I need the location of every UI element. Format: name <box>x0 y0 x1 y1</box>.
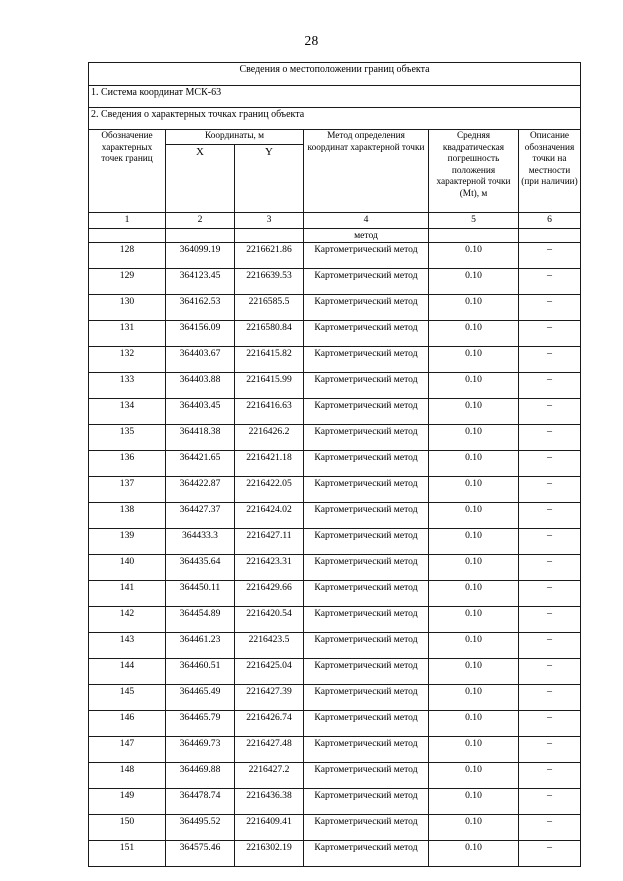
y-coordinate-cell: 2216422.05 <box>235 476 304 502</box>
table-row <box>89 762 581 788</box>
error-cell: 0.10 <box>429 554 519 580</box>
y-coordinate-cell: 2216436.38 <box>235 788 304 814</box>
y-coordinate-cell: 2216621.86 <box>235 242 304 268</box>
boundary-points-table <box>88 62 581 867</box>
header-row-top <box>89 130 581 145</box>
table-row <box>89 242 581 268</box>
y-coordinate-cell: 2216423.5 <box>235 632 304 658</box>
table-row <box>89 372 581 398</box>
method-cell: Картометрический метод <box>304 242 429 268</box>
description-cell: – <box>519 346 581 372</box>
method-cell: Картометрический метод <box>304 476 429 502</box>
continuation-y <box>235 228 304 242</box>
description-cell: – <box>519 736 581 762</box>
table-row <box>89 736 581 762</box>
x-coordinate-cell: 364495.52 <box>166 814 235 840</box>
y-coordinate-cell: 2216415.99 <box>235 372 304 398</box>
table-row <box>89 294 581 320</box>
column-number-1: 1 <box>89 212 166 228</box>
method-cell: Картометрический метод <box>304 554 429 580</box>
point-cell: 145 <box>89 684 166 710</box>
x-coordinate-cell: 364403.45 <box>166 398 235 424</box>
table-row <box>89 814 581 840</box>
method-cell: Картометрический метод <box>304 502 429 528</box>
description-cell: – <box>519 658 581 684</box>
error-cell: 0.10 <box>429 684 519 710</box>
y-coordinate-cell: 2216423.31 <box>235 554 304 580</box>
table-row <box>89 658 581 684</box>
point-cell: 140 <box>89 554 166 580</box>
y-coordinate-cell: 2216302.19 <box>235 840 304 866</box>
error-cell: 0.10 <box>429 398 519 424</box>
description-cell: – <box>519 606 581 632</box>
error-cell: 0.10 <box>429 606 519 632</box>
description-cell: – <box>519 398 581 424</box>
y-coordinate-cell: 2216424.02 <box>235 502 304 528</box>
x-coordinate-cell: 364421.65 <box>166 450 235 476</box>
error-cell: 0.10 <box>429 736 519 762</box>
header-method: Метод определения координат характерной точки <box>304 130 429 213</box>
method-cell: Картометрический метод <box>304 580 429 606</box>
table-row <box>89 684 581 710</box>
point-cell: 131 <box>89 320 166 346</box>
description-cell: – <box>519 268 581 294</box>
method-cell: Картометрический метод <box>304 736 429 762</box>
error-cell: 0.10 <box>429 814 519 840</box>
y-coordinate-cell: 2216427.48 <box>235 736 304 762</box>
method-cell: Картометрический метод <box>304 840 429 866</box>
table-title-row <box>89 63 581 86</box>
method-cell: Картометрический метод <box>304 658 429 684</box>
point-cell: 142 <box>89 606 166 632</box>
point-cell: 130 <box>89 294 166 320</box>
error-cell: 0.10 <box>429 580 519 606</box>
point-cell: 128 <box>89 242 166 268</box>
table-title: Сведения о местоположении границ объекта <box>89 63 581 86</box>
description-cell: – <box>519 424 581 450</box>
method-cell: Картометрический метод <box>304 814 429 840</box>
method-cell: Картометрический метод <box>304 320 429 346</box>
x-coordinate-cell: 364469.73 <box>166 736 235 762</box>
column-number-3: 3 <box>235 212 304 228</box>
method-cell: Картометрический метод <box>304 294 429 320</box>
header-y: Y <box>235 144 304 212</box>
error-cell: 0.10 <box>429 268 519 294</box>
y-coordinate-cell: 2216429.66 <box>235 580 304 606</box>
table-row <box>89 606 581 632</box>
x-coordinate-cell: 364575.46 <box>166 840 235 866</box>
header-point-designation: Обозначение характерных точек границ <box>89 130 166 213</box>
x-coordinate-cell: 364435.64 <box>166 554 235 580</box>
continuation-description <box>519 228 581 242</box>
continuation-point <box>89 228 166 242</box>
page-number: 28 <box>304 33 319 48</box>
description-cell: – <box>519 762 581 788</box>
x-coordinate-cell: 364156.09 <box>166 320 235 346</box>
x-coordinate-cell: 364465.79 <box>166 710 235 736</box>
y-coordinate-cell: 2216409.41 <box>235 814 304 840</box>
point-cell: 151 <box>89 840 166 866</box>
point-cell: 149 <box>89 788 166 814</box>
method-cell: Картометрический метод <box>304 372 429 398</box>
table-row <box>89 554 581 580</box>
section-1-row <box>89 86 581 108</box>
table-row <box>89 710 581 736</box>
description-cell: – <box>519 502 581 528</box>
method-cell: Картометрический метод <box>304 268 429 294</box>
method-cell: Картометрический метод <box>304 632 429 658</box>
error-cell: 0.10 <box>429 502 519 528</box>
description-cell: – <box>519 554 581 580</box>
table-row <box>89 788 581 814</box>
description-cell: – <box>519 242 581 268</box>
header-mean-square-error: Средняя квадратическая погрешность положения характерной точки (Мt), м <box>429 130 519 213</box>
table-row <box>89 476 581 502</box>
point-cell: 133 <box>89 372 166 398</box>
error-cell: 0.10 <box>429 450 519 476</box>
table-row <box>89 268 581 294</box>
point-cell: 136 <box>89 450 166 476</box>
continuation-method: метод <box>304 228 429 242</box>
x-coordinate-cell: 364461.23 <box>166 632 235 658</box>
description-cell: – <box>519 320 581 346</box>
y-coordinate-cell: 2216421.18 <box>235 450 304 476</box>
y-coordinate-cell: 2216426.74 <box>235 710 304 736</box>
y-coordinate-cell: 2216420.54 <box>235 606 304 632</box>
table-row <box>89 450 581 476</box>
error-cell: 0.10 <box>429 658 519 684</box>
point-cell: 134 <box>89 398 166 424</box>
point-cell: 146 <box>89 710 166 736</box>
point-cell: 148 <box>89 762 166 788</box>
point-cell: 129 <box>89 268 166 294</box>
method-cell: Картометрический метод <box>304 710 429 736</box>
x-coordinate-cell: 364099.19 <box>166 242 235 268</box>
y-coordinate-cell: 2216415.82 <box>235 346 304 372</box>
method-cell: Картометрический метод <box>304 788 429 814</box>
point-cell: 141 <box>89 580 166 606</box>
x-coordinate-cell: 364123.45 <box>166 268 235 294</box>
method-cell: Картометрический метод <box>304 450 429 476</box>
point-cell: 135 <box>89 424 166 450</box>
table-row <box>89 840 581 866</box>
description-cell: – <box>519 476 581 502</box>
point-cell: 147 <box>89 736 166 762</box>
error-cell: 0.10 <box>429 632 519 658</box>
x-coordinate-cell: 364422.87 <box>166 476 235 502</box>
section-2-row <box>89 108 581 130</box>
column-number-4: 4 <box>304 212 429 228</box>
y-coordinate-cell: 2216427.2 <box>235 762 304 788</box>
description-cell: – <box>519 632 581 658</box>
description-cell: – <box>519 528 581 554</box>
description-cell: – <box>519 684 581 710</box>
method-cell: Картометрический метод <box>304 606 429 632</box>
error-cell: 0.10 <box>429 294 519 320</box>
method-cell: Картометрический метод <box>304 762 429 788</box>
continuation-x <box>166 228 235 242</box>
error-cell: 0.10 <box>429 242 519 268</box>
point-cell: 144 <box>89 658 166 684</box>
description-cell: – <box>519 580 581 606</box>
y-coordinate-cell: 2216639.53 <box>235 268 304 294</box>
description-cell: – <box>519 788 581 814</box>
x-coordinate-cell: 364478.74 <box>166 788 235 814</box>
table-row <box>89 346 581 372</box>
x-coordinate-cell: 364403.88 <box>166 372 235 398</box>
x-coordinate-cell: 364427.37 <box>166 502 235 528</box>
header-coordinates-group: Координаты, м <box>166 130 304 145</box>
y-coordinate-cell: 2216416.63 <box>235 398 304 424</box>
x-coordinate-cell: 364460.51 <box>166 658 235 684</box>
point-cell: 132 <box>89 346 166 372</box>
y-coordinate-cell: 2216427.11 <box>235 528 304 554</box>
point-cell: 137 <box>89 476 166 502</box>
method-cell: Картометрический метод <box>304 528 429 554</box>
error-cell: 0.10 <box>429 476 519 502</box>
error-cell: 0.10 <box>429 710 519 736</box>
x-coordinate-cell: 364465.49 <box>166 684 235 710</box>
table-body <box>89 63 581 867</box>
y-coordinate-cell: 2216427.39 <box>235 684 304 710</box>
table-row <box>89 580 581 606</box>
method-cell: Картометрический метод <box>304 346 429 372</box>
description-cell: – <box>519 840 581 866</box>
description-cell: – <box>519 294 581 320</box>
x-coordinate-cell: 364450.11 <box>166 580 235 606</box>
point-cell: 139 <box>89 528 166 554</box>
description-cell: – <box>519 372 581 398</box>
table-row <box>89 528 581 554</box>
y-coordinate-cell: 2216580.84 <box>235 320 304 346</box>
description-cell: – <box>519 710 581 736</box>
x-coordinate-cell: 364433.3 <box>166 528 235 554</box>
table-row <box>89 424 581 450</box>
error-cell: 0.10 <box>429 346 519 372</box>
method-cell: Картометрический метод <box>304 398 429 424</box>
point-cell: 143 <box>89 632 166 658</box>
x-coordinate-cell: 364162.53 <box>166 294 235 320</box>
error-cell: 0.10 <box>429 840 519 866</box>
y-coordinate-cell: 2216426.2 <box>235 424 304 450</box>
y-coordinate-cell: 2216585.5 <box>235 294 304 320</box>
x-coordinate-cell: 364418.38 <box>166 424 235 450</box>
column-number-2: 2 <box>166 212 235 228</box>
section-1-label: 1. Система координат МСК-63 <box>89 86 581 108</box>
table-row <box>89 632 581 658</box>
header-description: Описание обозначения точки на местности (при наличии) <box>519 130 581 213</box>
description-cell: – <box>519 814 581 840</box>
continuation-error <box>429 228 519 242</box>
column-number-5: 5 <box>429 212 519 228</box>
point-cell: 138 <box>89 502 166 528</box>
x-coordinate-cell: 364469.88 <box>166 762 235 788</box>
error-cell: 0.10 <box>429 372 519 398</box>
header-x: X <box>166 144 235 212</box>
method-cell: Картометрический метод <box>304 424 429 450</box>
continuation-row <box>89 228 581 242</box>
column-number-row <box>89 212 581 228</box>
section-2-label: 2. Сведения о характерных точках границ объекта <box>89 108 581 130</box>
description-cell: – <box>519 450 581 476</box>
table-row <box>89 502 581 528</box>
error-cell: 0.10 <box>429 528 519 554</box>
x-coordinate-cell: 364454.89 <box>166 606 235 632</box>
x-coordinate-cell: 364403.67 <box>166 346 235 372</box>
point-cell: 150 <box>89 814 166 840</box>
table-row <box>89 398 581 424</box>
error-cell: 0.10 <box>429 788 519 814</box>
table-row <box>89 320 581 346</box>
error-cell: 0.10 <box>429 762 519 788</box>
column-number-6: 6 <box>519 212 581 228</box>
error-cell: 0.10 <box>429 424 519 450</box>
method-cell: Картометрический метод <box>304 684 429 710</box>
error-cell: 0.10 <box>429 320 519 346</box>
y-coordinate-cell: 2216425.04 <box>235 658 304 684</box>
